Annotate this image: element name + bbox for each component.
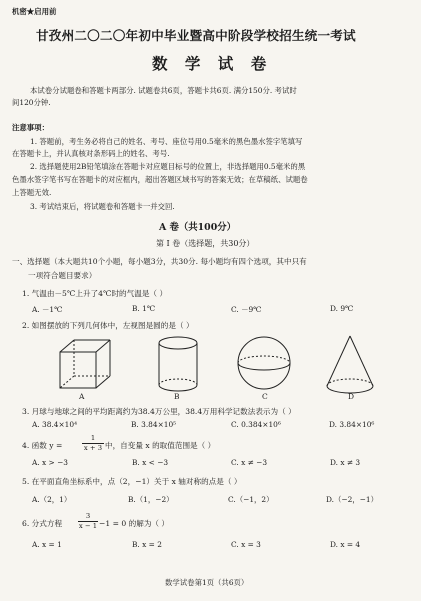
choice-intro-line-2: 一项符合题目要求） bbox=[28, 271, 97, 280]
cube-figure bbox=[56, 336, 116, 392]
note-line-2: 在答题卡上，并认真核对条形码上的姓名、考号. bbox=[12, 149, 170, 158]
exam-title: 甘孜州二〇二〇年初中毕业暨高中阶段学校招生统一考试 bbox=[36, 28, 356, 43]
notes-title: 注意事项： bbox=[12, 123, 49, 132]
q3-option-b: B. 3.84×10⁵ bbox=[131, 420, 177, 429]
q3-option-c: C. 0.384×10⁶ bbox=[231, 420, 281, 429]
intro-line-1: 本试卷分试题卷和答题卡两部分. 试题卷共6页，答题卡共6页. 满分150分. 考试时 bbox=[30, 86, 297, 95]
choice-intro-line-1: 一、选择题（本大题共10个小题，每小题3分，共30分. 每小题均有四个选项，其中只有 bbox=[12, 257, 307, 266]
figure-label-c: C bbox=[262, 392, 268, 401]
q6-option-c: C. x = 3 bbox=[231, 540, 261, 549]
q4-stem-prefix: 4. 函数 y = bbox=[22, 441, 63, 450]
q4-fraction-denominator: x + 3 bbox=[83, 444, 103, 452]
q4-fraction bbox=[82, 434, 104, 453]
q1-option-c: C. －9℃ bbox=[231, 305, 262, 314]
note-line-5: 上答题无效. bbox=[12, 188, 52, 197]
q6-fraction-numerator: 3 bbox=[85, 512, 91, 520]
confidential-mark: 机密★启用前 bbox=[12, 7, 57, 16]
cone-figure bbox=[324, 334, 376, 396]
q6-stem-suffix: −1 = 0 的解为（ ） bbox=[99, 519, 170, 528]
intro-line-2: 间120分钟. bbox=[12, 98, 51, 107]
q5-option-a: A.（2，1） bbox=[32, 495, 72, 504]
q2-stem: 2. 如图摆放的下列几何体中，左视图是圆的是（ ） bbox=[22, 321, 194, 330]
subject-title: 数 学 试 卷 bbox=[152, 54, 273, 73]
figure-label-a: A bbox=[79, 392, 85, 401]
figure-label-b: B bbox=[174, 392, 180, 401]
q3-stem: 3. 月球与地球之间的平均距离约为38.4万公里，38.4万用科学记数法表示为（ ） bbox=[22, 407, 296, 416]
note-line-4: 色墨水签字笔书写在答题卡的对应框内，超出答题区域书写的答案无效；在草稿纸、试题卷 bbox=[12, 175, 308, 184]
note-line-3: 2. 选择题使用2B铅笔填涂在答题卡对应题目标号的位置上，非选择题用0.5毫米的黑 bbox=[30, 162, 306, 171]
q4-option-d: D. x ≠ 3 bbox=[330, 458, 361, 467]
q6-stem-prefix: 6. 分式方程 bbox=[22, 519, 63, 528]
q3-option-d: D. 3.84×10⁶ bbox=[329, 420, 375, 429]
q6-fraction-denominator: x − 1 bbox=[78, 522, 98, 530]
q1-stem: 1. 气温由－5℃上升了4℃时的气温是（ ） bbox=[22, 289, 168, 298]
note-line-1: 1. 答题前，考生务必将自己的姓名、考号、座位号用0.5毫米的黑色墨水签字笔填写 bbox=[30, 137, 303, 146]
note-line-6: 3. 考试结束后，将试题卷和答题卡一并交回. bbox=[30, 202, 175, 211]
q3-option-a: A. 38.4×10⁴ bbox=[32, 420, 78, 429]
q4-option-c: C. x ≠ −3 bbox=[231, 458, 268, 467]
q5-stem: 5. 在平面直角坐标系中，点（2，−1）关于 x 轴对称的点是（ ） bbox=[22, 477, 242, 486]
q5-option-b: B.（1，−2） bbox=[128, 495, 174, 504]
q5-option-c: C.（−1，2） bbox=[228, 495, 274, 504]
q6-option-d: D. x = 4 bbox=[330, 540, 361, 549]
q4-fraction-numerator: 1 bbox=[90, 434, 96, 442]
q5-option-d: D.（−2，−1） bbox=[326, 495, 378, 504]
sphere-figure bbox=[236, 334, 292, 392]
q6-fraction bbox=[78, 512, 98, 531]
page-footer: 数学试卷第1页（共6页） bbox=[165, 578, 249, 587]
part-1-title: 第 I 卷（选择题，共30分） bbox=[156, 239, 255, 248]
cylinder-figure bbox=[156, 335, 200, 395]
q1-option-b: B. 1℃ bbox=[132, 304, 156, 313]
q6-option-b: B. x = 2 bbox=[132, 540, 162, 549]
q4-option-b: B. x < −3 bbox=[132, 458, 169, 467]
q4-stem-suffix: 中，自变量 x 的取值范围是（ ） bbox=[105, 441, 216, 450]
section-a-title: A 卷（共100分） bbox=[159, 222, 236, 233]
q6-option-a: A. x = 1 bbox=[32, 540, 62, 549]
figure-label-d: D bbox=[348, 392, 355, 401]
q1-option-d: D. 9℃ bbox=[330, 304, 354, 313]
q1-option-a: A. －1℃ bbox=[32, 305, 63, 314]
q4-option-a: A. x > −3 bbox=[32, 458, 68, 467]
